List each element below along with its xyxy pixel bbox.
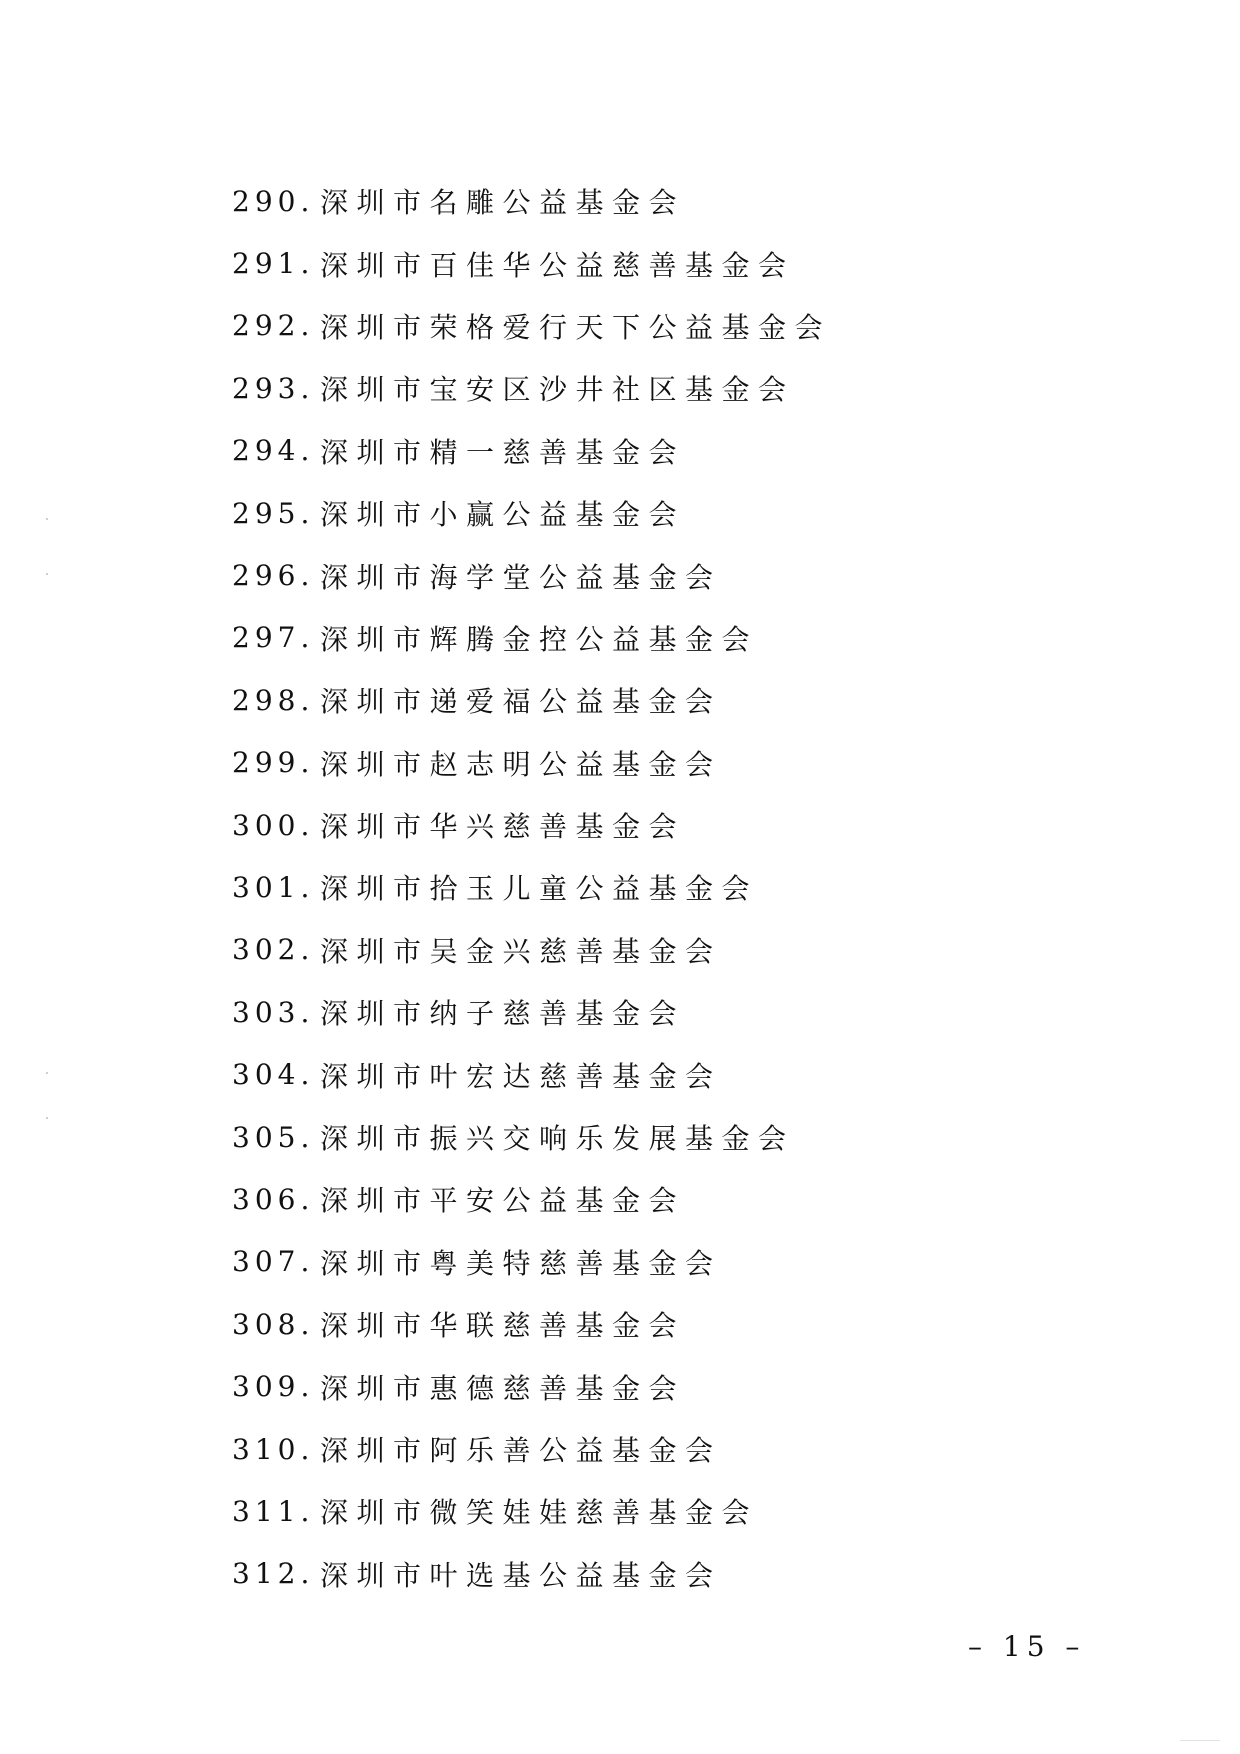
item-name: 深圳市递爱福公益基金会 bbox=[320, 685, 722, 719]
item-number: 304. bbox=[232, 1058, 315, 1092]
item-name: 深圳市华联慈善基金会 bbox=[320, 1309, 686, 1343]
item-number: 301. bbox=[232, 870, 315, 904]
list-item bbox=[232, 1543, 831, 1605]
item-number: 291. bbox=[232, 247, 315, 281]
item-name: 深圳市海学堂公益基金会 bbox=[320, 560, 722, 594]
list-item bbox=[232, 1168, 831, 1230]
item-number: 303. bbox=[232, 995, 315, 1029]
item-name: 深圳市名雕公益基金会 bbox=[320, 186, 686, 220]
item-name: 深圳市微笑娃娃慈善基金会 bbox=[320, 1496, 759, 1530]
list-item bbox=[232, 1418, 831, 1480]
item-name: 深圳市百佳华公益慈善基金会 bbox=[320, 248, 795, 282]
item-name: 深圳市荣格爱行天下公益基金会 bbox=[320, 310, 832, 344]
item-number: 299. bbox=[232, 746, 315, 780]
list-item bbox=[232, 856, 831, 918]
item-number: 309. bbox=[232, 1370, 315, 1404]
item-name: 深圳市纳子慈善基金会 bbox=[320, 997, 686, 1031]
item-number: 296. bbox=[232, 559, 315, 593]
item-number: 312. bbox=[232, 1557, 315, 1591]
item-name: 深圳市拾玉儿童公益基金会 bbox=[320, 872, 759, 906]
item-number: 311. bbox=[232, 1494, 315, 1528]
item-number: 297. bbox=[232, 621, 315, 655]
scan-speck bbox=[46, 1117, 48, 1119]
item-number: 310. bbox=[232, 1432, 315, 1466]
item-name: 深圳市吴金兴慈善基金会 bbox=[320, 934, 722, 968]
list-item bbox=[232, 669, 831, 731]
list-item bbox=[232, 357, 831, 419]
item-name: 深圳市叶宏达慈善基金会 bbox=[320, 1059, 722, 1093]
list-item bbox=[232, 1043, 831, 1105]
list-item bbox=[232, 1480, 831, 1542]
item-number: 305. bbox=[232, 1120, 315, 1154]
item-name: 深圳市精一慈善基金会 bbox=[320, 435, 686, 469]
item-name: 深圳市振兴交响乐发展基金会 bbox=[320, 1122, 795, 1156]
list-item bbox=[232, 607, 831, 669]
scan-speck bbox=[46, 1072, 48, 1074]
item-number: 293. bbox=[232, 371, 315, 405]
item-name: 深圳市小赢公益基金会 bbox=[320, 498, 686, 532]
item-number: 292. bbox=[232, 309, 315, 343]
item-name: 深圳市赵志明公益基金会 bbox=[320, 747, 722, 781]
scan-speck bbox=[46, 518, 48, 520]
list-item bbox=[232, 420, 831, 482]
scan-edge-line bbox=[1180, 1740, 1220, 1741]
list-item bbox=[232, 1293, 831, 1355]
list-item bbox=[232, 981, 831, 1043]
list-item bbox=[232, 232, 831, 294]
item-name: 深圳市宝安区沙井社区基金会 bbox=[320, 373, 795, 407]
list-item bbox=[232, 295, 831, 357]
list-item bbox=[232, 170, 831, 232]
foundation-list bbox=[232, 170, 831, 1605]
item-number: 290. bbox=[232, 184, 315, 218]
item-number: 308. bbox=[232, 1307, 315, 1341]
item-name: 深圳市辉腾金控公益基金会 bbox=[320, 622, 759, 656]
page-number: – 15 – bbox=[968, 1630, 1086, 1663]
item-number: 298. bbox=[232, 683, 315, 717]
list-item bbox=[232, 794, 831, 856]
item-name: 深圳市粤美特慈善基金会 bbox=[320, 1246, 722, 1280]
item-number: 306. bbox=[232, 1182, 315, 1216]
list-item bbox=[232, 919, 831, 981]
list-item bbox=[232, 1355, 831, 1417]
list-item bbox=[232, 732, 831, 794]
item-number: 300. bbox=[232, 808, 315, 842]
scan-speck bbox=[46, 573, 48, 575]
item-name: 深圳市平安公益基金会 bbox=[320, 1184, 686, 1218]
item-number: 294. bbox=[232, 434, 315, 468]
item-number: 295. bbox=[232, 496, 315, 530]
list-item bbox=[232, 482, 831, 544]
list-item bbox=[232, 1106, 831, 1168]
item-name: 深圳市华兴慈善基金会 bbox=[320, 810, 686, 844]
list-item bbox=[232, 1231, 831, 1293]
item-number: 302. bbox=[232, 933, 315, 967]
list-item bbox=[232, 544, 831, 606]
item-name: 深圳市阿乐善公益基金会 bbox=[320, 1434, 722, 1467]
item-name: 深圳市惠德慈善基金会 bbox=[320, 1371, 686, 1405]
item-name: 深圳市叶选基公益基金会 bbox=[320, 1558, 722, 1592]
item-number: 307. bbox=[232, 1245, 315, 1279]
